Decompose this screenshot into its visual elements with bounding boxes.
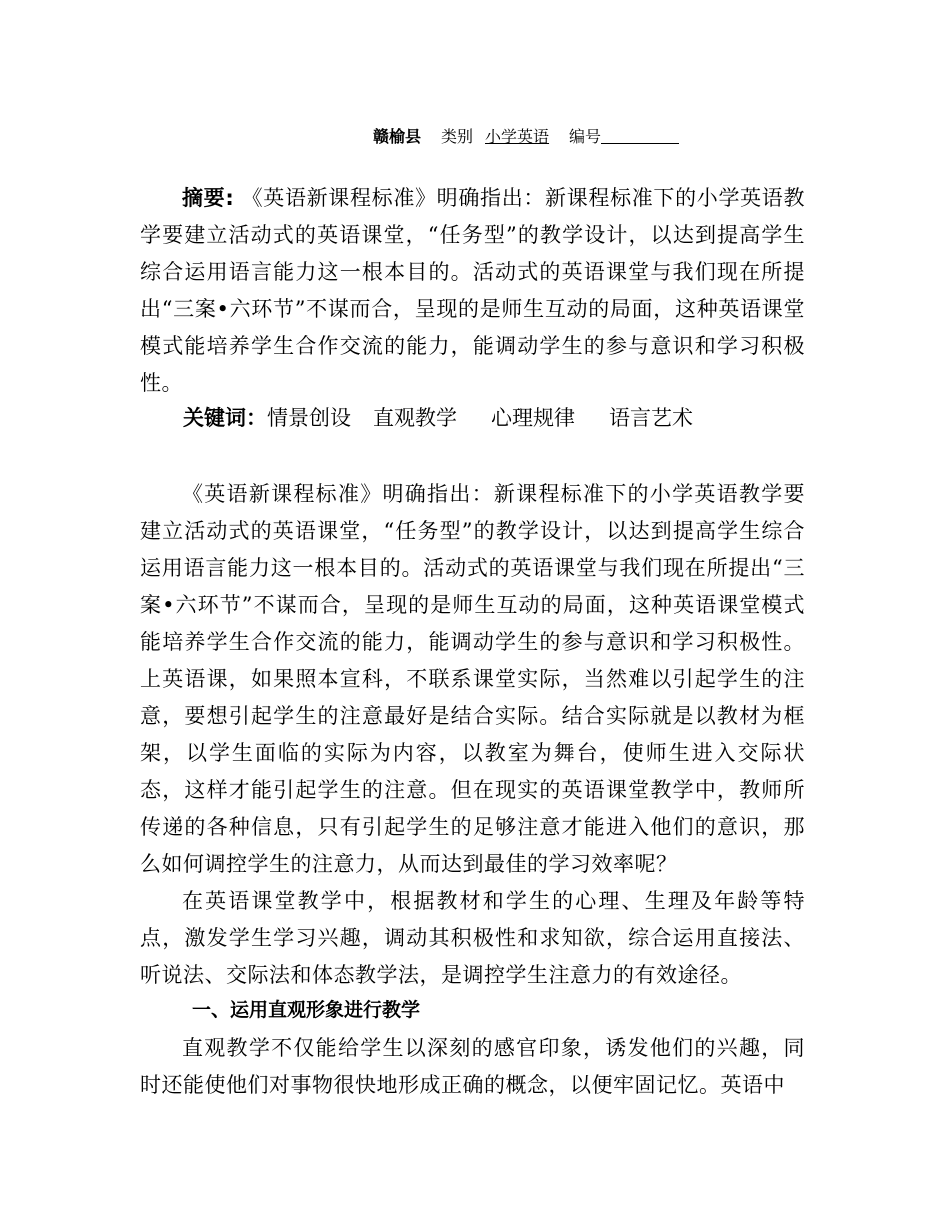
section-heading: 一、运用直观形象进行教学 xyxy=(192,999,421,1021)
keyword: 情景创设 xyxy=(267,406,351,430)
keywords-label: 关键词： xyxy=(183,406,267,430)
abstract-paragraph xyxy=(140,180,805,402)
document-header xyxy=(373,124,679,147)
abstract-label: 摘要: xyxy=(182,186,235,210)
serial-label: 编号 xyxy=(569,127,602,146)
keyword: 语言艺术 xyxy=(609,406,693,430)
body-paragraph: 在英语课堂教学中，根据教材和学生的心理、生理及年龄等特点，激发学生学习兴趣，调动其积极性和求知欲，综合运用直接法、听说法、交际法和体态教学法，是调控学生注意力的有效途径。 xyxy=(140,889,805,987)
body-paragraph: 《英语新课程标准》明确指出：新课程标准下的小学英语教学要建立活动式的英语课堂，“任务型”的教学设计，以达到提高学生综合运用语言能力这一根本目的。活动式的英语课堂与我们现在所提出“三案•六环节”不谋而合，呈现的是师生互动的局面，这种英语课堂模式能培养学生合作交流的能力，能调动学生的参与意识和学习积极性。上英语课，如果照本宣科，不联系课堂实际，当然难以引起学生的注意，要想引起学生的注意最好是结合实际。结合实际就是以教材为框架，以学生面临的实际为内容，以教室为舞台，使师生进入交际状态，这样才能引起学生的注意。但在现实的英语课堂教学中，教师所传递的各种信息，只有引起学生的足够注意才能进入他们的意识，那么如何调控学生的注意力，从而达到最佳的学习效率呢？ xyxy=(140,482,805,876)
abstract-text: 《英语新课程标准》明确指出：新课程标准下的小学英语教学要建立活动式的英语课堂，“任务型”的教学设计，以达到提高学生综合运用语言能力这一根本目的。活动式的英语课堂与我们现在所提出“三案•六环节”不谋而合，呈现的是师生互动的局面，这种英语课堂模式能培养学生合作交流的能力，能调动学生的参与意识和学习积极性。 xyxy=(140,186,805,395)
keywords-line xyxy=(183,402,715,432)
serial-blank xyxy=(601,127,679,144)
body-paragraph: 直观教学不仅能给学生以深刻的感官印象，诱发他们的兴趣，同时还能使他们对事物很快地形成正确的概念，以便牢固记忆。英语中 xyxy=(140,1036,805,1097)
keyword: 直观教学 xyxy=(373,406,457,430)
keyword: 心理规律 xyxy=(491,406,575,430)
county-name: 赣榆县 xyxy=(373,127,422,146)
category-value: 小学英语 xyxy=(485,127,550,146)
category-label: 类别 xyxy=(441,127,474,146)
